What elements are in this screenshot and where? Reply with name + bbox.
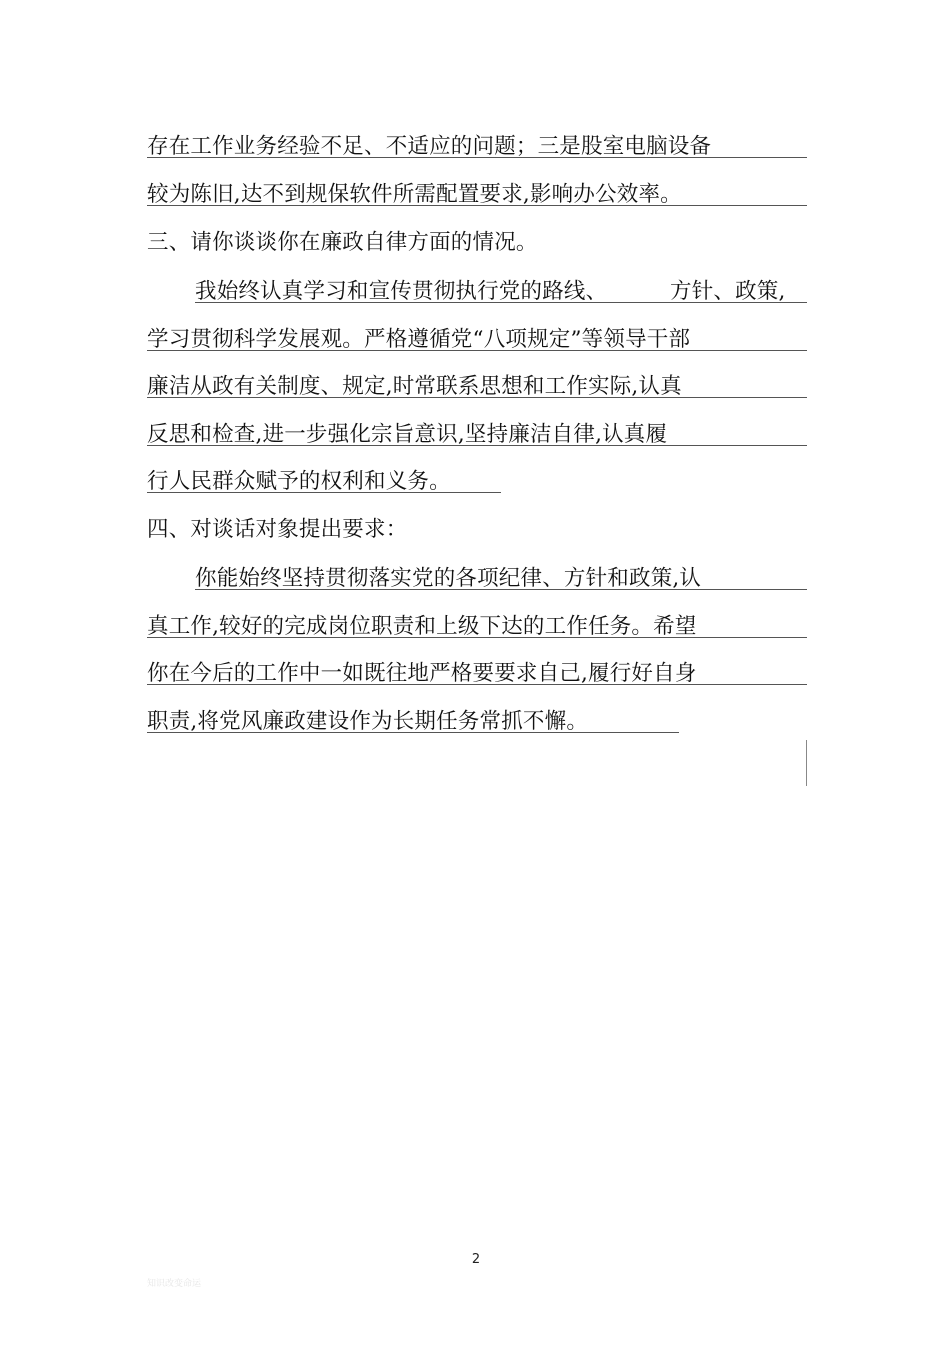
- text-line: 你能始终坚持贯彻落实党的各项纪律、方针和政策,认: [195, 566, 702, 591]
- text-line: 反思和检查,进一步强化宗旨意识,坚持廉洁自律,认真履: [147, 422, 668, 447]
- underline-rule: [147, 637, 807, 638]
- underline-rule: [147, 350, 807, 351]
- text-line: 行人民群众赋予的权利和义务。: [147, 469, 451, 494]
- underline-rule: [195, 589, 807, 590]
- underline-rule: [147, 445, 807, 446]
- page-number: 2: [471, 1252, 481, 1267]
- underline-rule: [147, 684, 807, 685]
- text-line: 我始终认真学习和宣传贯彻执行党的路线、: [195, 279, 608, 304]
- text-line: 存在工作业务经验不足、不适应的问题；三是股室电脑设备: [147, 134, 712, 159]
- underline-rule: [147, 397, 807, 398]
- underline-rule: [147, 157, 807, 158]
- section-heading: 四、对谈话对象提出要求：: [147, 517, 408, 542]
- text-line: 你在今后的工作中一如既往地严格要要求自己,履行好自身: [147, 661, 697, 686]
- underline-rule: [195, 302, 807, 303]
- underline-rule: [147, 732, 679, 733]
- text-line: 较为陈旧,达不到规保软件所需配置要求,影响办公效率。: [147, 182, 682, 207]
- text-line: 职责,将党风廉政建设作为长期任务常抓不懈。: [147, 709, 589, 734]
- underline-rule: [147, 205, 807, 206]
- text-line: 方针、政策,: [670, 279, 786, 304]
- text-line: 真工作,较好的完成岗位职责和上级下达的工作任务。希望: [147, 614, 697, 639]
- watermark-text: 知识改变命运: [147, 1279, 202, 1289]
- underline-rule: [147, 492, 501, 493]
- section-heading: 三、请你谈谈你在廉政自律方面的情况。: [147, 230, 538, 255]
- margin-rule: [806, 740, 807, 786]
- text-line: 廉洁从政有关制度、规定,时常联系思想和工作实际,认真: [147, 374, 682, 399]
- text-line: 学习贯彻科学发展观。严格遵循党“八项规定”等领导干部: [147, 327, 691, 352]
